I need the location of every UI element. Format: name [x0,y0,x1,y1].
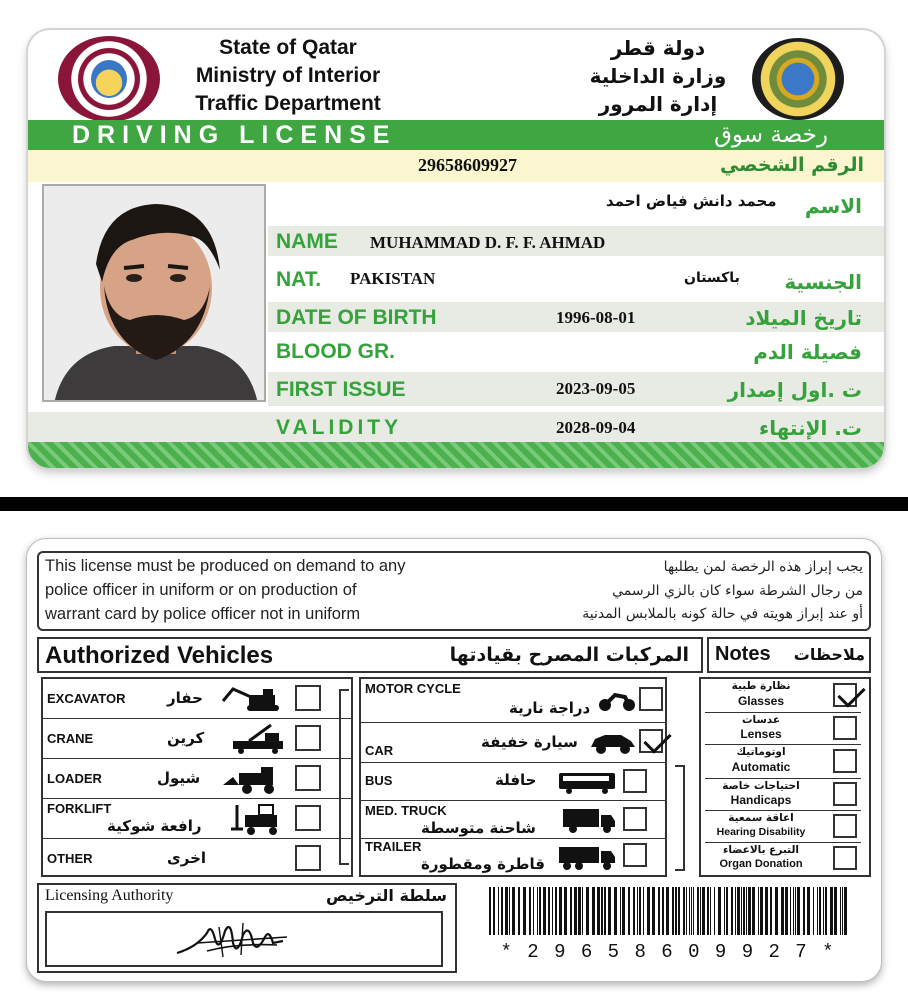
header-state-ar: دولة قطر [610,36,706,60]
notes-header [707,637,871,673]
header-ministry-ar: وزارة الداخلية [589,64,727,88]
signature-box [45,911,443,967]
note-label: Organ Donation [719,858,803,870]
vehicle-row-car [361,723,665,763]
personal-number-label-ar: الرقم الشخصي [719,154,864,176]
dob-ar-label: تاريخ الميلاد [745,306,862,330]
title-driving-license-ar: رخصة سوق [714,122,828,148]
gcc-emblem-icon [752,38,844,120]
header-state: State of Qatar [219,36,357,59]
organ-donation-checkbox[interactable] [833,846,857,870]
validity-value: 2028-09-04 [556,418,636,437]
license-front-card [28,30,884,468]
crane-icon [229,723,289,755]
vehicle-row-medium-truck [361,801,665,839]
holder-photo [42,184,266,402]
other-checkbox[interactable] [295,845,321,871]
blood-group-ar-label: فصيلة الدم [753,340,862,364]
barcode-number: * 2 9 6 5 8 6 0 9 9 2 7 * [500,941,836,963]
header-department-ar: إدارة المرور [598,92,718,116]
nationality-value: PAKISTAN [350,269,436,288]
vehicle-row-trailer [361,839,665,875]
vehicle-row-other [43,839,351,879]
notice-en-line-2: police officer in uniform or on production of [45,581,357,599]
note-label: Lenses [740,727,782,741]
licensing-authority-label-ar: سلطة الترخيص [326,886,447,905]
name-ar-value: محمد دانش فياض احمد [606,192,777,210]
truck-icon [561,805,617,835]
car-icon [589,731,637,755]
note-row-automatic [705,745,861,779]
note-label-ar: احتياجات خاصة [722,780,800,792]
signature-image [47,913,441,965]
loader-icon [221,765,289,795]
notice-ar-line-3: أو عند إبراز هويته في حالة كونه بالملابس المدنية [582,606,863,622]
vehicle-row-motorcycle [361,679,665,723]
trailer-checkbox[interactable] [623,843,647,867]
note-row-hearing-disability [705,811,861,843]
vehicle-label: LOADER [47,771,102,786]
vehicle-label-ar: حفار [167,689,203,707]
decorative-pattern-band [28,442,884,468]
lenses-checkbox[interactable] [833,716,857,740]
light-vehicle-list [359,677,667,877]
note-label: Handicaps [730,793,792,807]
vehicle-label: TRAILER [365,839,422,854]
barcode-area [465,883,871,973]
name-label: NAME [276,230,338,253]
note-label: Glasses [737,694,785,708]
vehicle-label-ar: شاحنة متوسطة [421,819,536,837]
vehicle-label: BUS [365,773,393,788]
vehicle-label-ar: رافعة شوكية [107,817,202,835]
bus-checkbox[interactable] [623,769,647,793]
motorcycle-checkbox[interactable] [639,687,663,711]
first-issue-ar-label: ت .اول إصدار [727,378,862,402]
handicaps-checkbox[interactable] [833,782,857,806]
notice-en-line-1: This license must be produced on demand to any [45,557,406,575]
motorcycle-icon [597,687,637,713]
dob-value: 1996-08-01 [556,308,636,327]
excavator-icon [219,685,289,713]
vehicle-label: EXCAVATOR [47,691,126,706]
left-group-bracket [339,689,349,865]
vehicle-label-ar: اخرى [167,849,207,867]
title-driving-license: DRIVING LICENSE [72,121,397,149]
vehicle-label: MOTOR CYCLE [365,681,461,696]
blood-group-label: BLOOD GR. [276,340,395,363]
vehicle-row-forklift [43,799,351,839]
vehicle-label-ar: كرين [167,729,205,747]
automatic-checkbox[interactable] [833,749,857,773]
vehicle-row-excavator [43,679,351,719]
notes-title: Notes [715,643,771,665]
bus-icon [557,769,617,795]
licensing-authority-label: Licensing Authority [45,887,174,904]
nationality-ar-value: باكستان [684,270,740,286]
vehicle-row-loader [43,759,351,799]
vehicle-row-crane [43,719,351,759]
divider-bar [0,497,908,511]
vehicle-row-bus [361,763,665,801]
vehicle-label-ar: قاطرة ومقطورة [421,855,545,873]
name-value: MUHAMMAD D. F. F. AHMAD [370,233,606,252]
name-ar-label: الاسم [804,194,862,218]
note-row-glasses [705,679,861,713]
hearing-disability-checkbox[interactable] [833,814,857,838]
heavy-group-bracket [675,765,685,871]
first-issue-label: FIRST ISSUE [276,378,406,401]
authorized-vehicles-title: Authorized Vehicles [45,642,274,669]
trailer-icon [557,843,617,871]
heavy-equipment-list [41,677,353,877]
car-checkbox[interactable] [639,729,663,753]
production-notice [37,551,871,631]
forklift-checkbox[interactable] [295,805,321,831]
nationality-ar-label: الجنسية [784,270,862,294]
note-row-lenses [705,713,861,745]
vehicle-label: OTHER [47,851,93,866]
personal-number: 29658609927 [418,155,517,175]
loader-checkbox[interactable] [295,765,321,791]
personal-number-row [28,150,884,182]
authorized-vehicles-header [37,637,703,673]
note-row-organ-donation [705,843,861,875]
note-row-handicaps [705,779,861,811]
note-label-ar: اوتوماتيك [736,746,786,758]
note-label: Hearing Disability [716,826,806,838]
validity-ar-label: ت. الإنتهاء [758,416,862,440]
header-ministry: Ministry of Interior [195,64,381,87]
note-label-ar: نظارة طبية [731,680,791,692]
notes-list [699,677,871,877]
dob-label: DATE OF BIRTH [276,306,437,329]
vehicle-label-ar: سيارة خفيفة [481,733,578,751]
note-label-ar: اعاقة سمعية [728,812,794,824]
note-label: Automatic [731,760,791,774]
license-back-card [26,538,882,982]
licensing-authority-box [37,883,457,973]
forklift-icon [229,803,289,835]
first-issue-value: 2023-09-05 [556,379,636,398]
validity-label: VALIDITY [276,416,403,439]
qatar-emblem-icon [58,36,160,122]
vehicle-label-ar: حافلة [495,771,537,789]
notice-ar-line-1: يجب إبراز هذه الرخصة لمن يطلبها [663,559,863,575]
vehicle-label: CRANE [47,731,94,746]
header-department: Traffic Department [195,92,381,115]
notice-ar-line-2: من رجال الشرطة سواء كان بالزي الرسمي [612,583,863,599]
crane-checkbox[interactable] [295,725,321,751]
vehicle-label-ar: دراجة نارية [509,699,591,717]
vehicle-label: CAR [365,743,394,758]
vehicle-label: FORKLIFT [47,801,112,816]
notice-en-line-3: warrant card by police officer not in uniform [45,605,361,623]
notes-title-ar: ملاحظات [793,645,865,664]
nationality-label: NAT. [276,268,322,291]
medium-truck-checkbox[interactable] [623,807,647,831]
glasses-checkbox[interactable] [833,683,857,707]
vehicle-label-ar: شيول [157,769,201,787]
vehicle-label: MED. TRUCK [365,803,447,818]
authorized-vehicles-title-ar: المركبات المصرح بقيادتها [449,644,689,666]
note-label-ar: عدسات [741,714,781,726]
portrait-image [44,186,266,402]
excavator-checkbox[interactable] [295,685,321,711]
title-bar [28,120,884,150]
barcode-image [465,883,871,939]
note-label-ar: التبرع بالاعضاء [722,844,799,856]
